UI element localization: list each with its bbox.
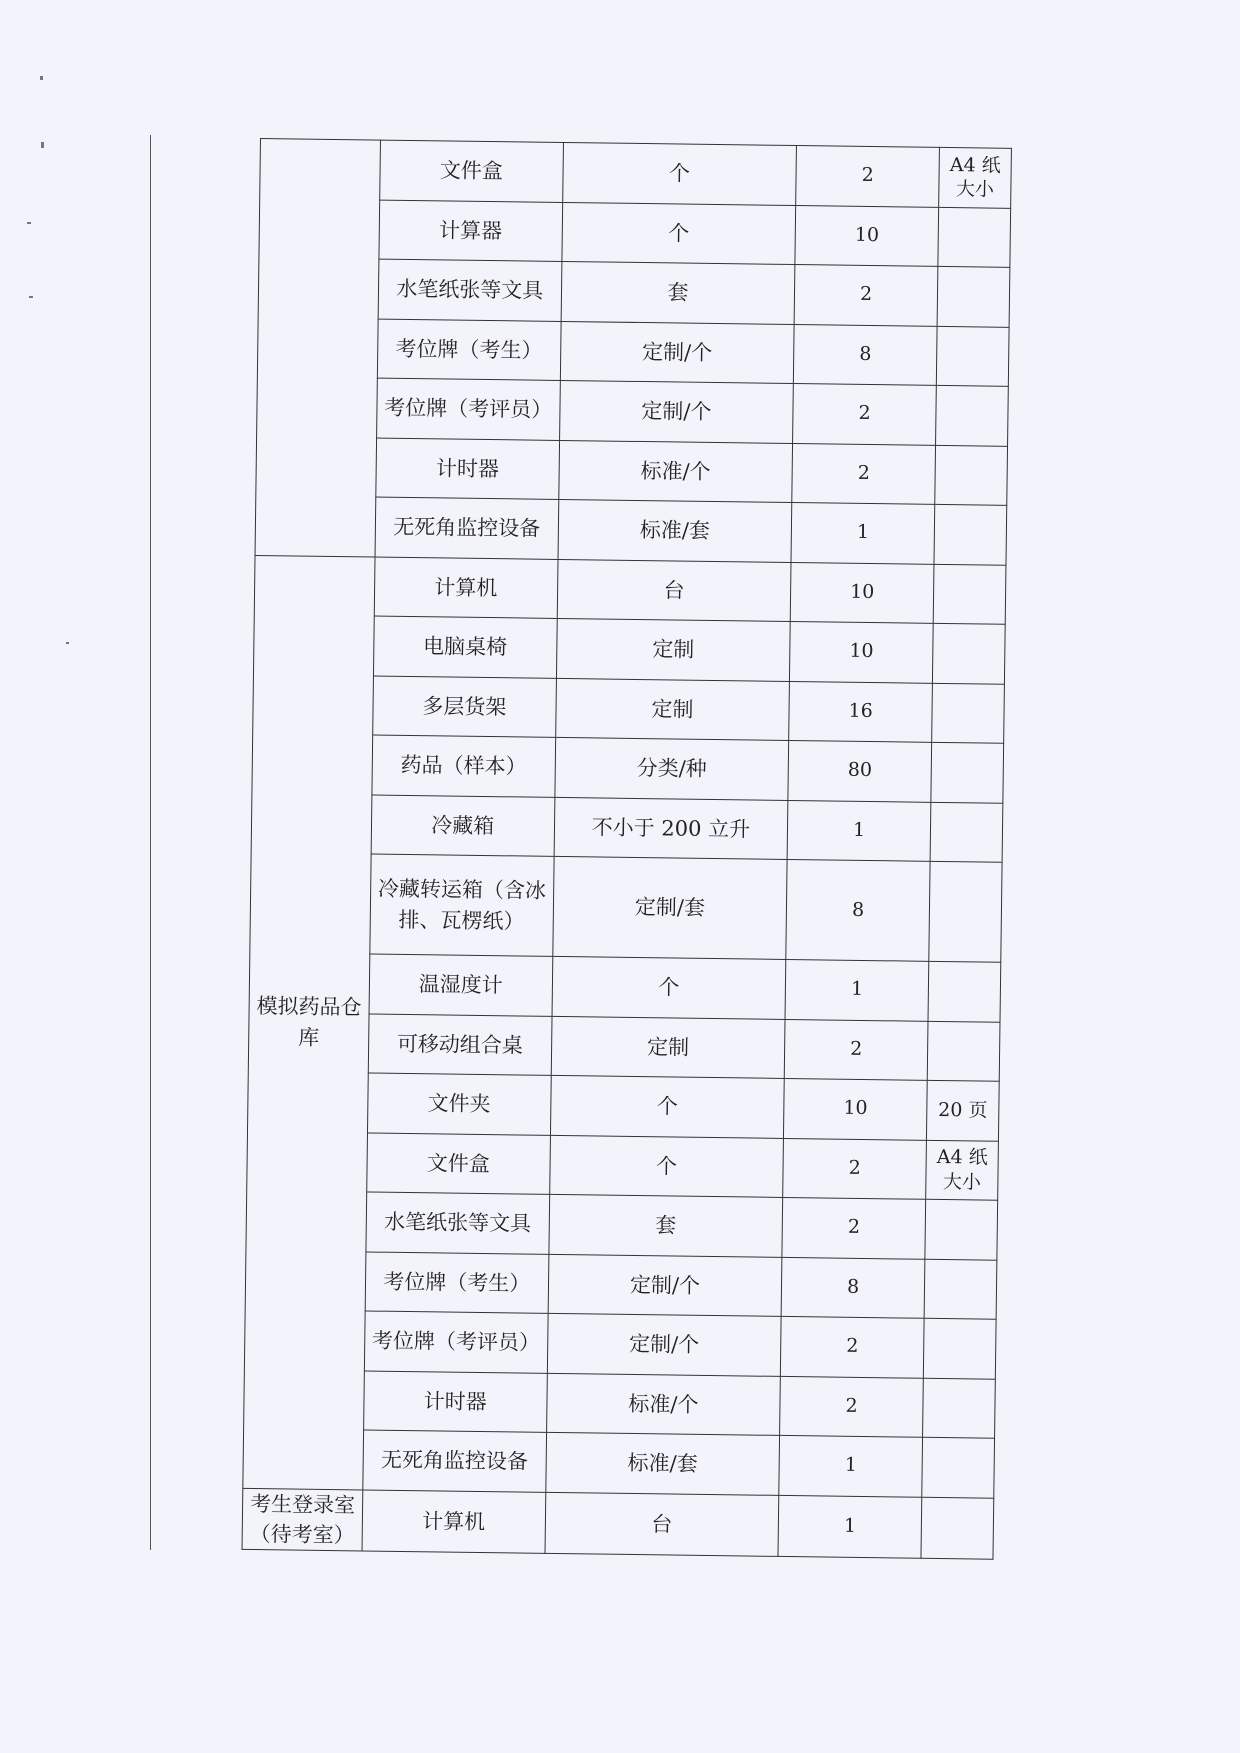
quantity-cell: 8 (781, 1257, 925, 1318)
spec-cell: 分类/种 (555, 737, 789, 800)
note-cell (934, 504, 1007, 564)
scan-speck (41, 142, 44, 148)
note-cell (935, 445, 1008, 505)
item-name-cell: 多层货架 (373, 676, 557, 738)
note-cell (930, 802, 1003, 862)
item-name-cell: 冷藏箱 (371, 795, 555, 857)
quantity-cell: 16 (789, 681, 933, 742)
item-name-cell: 电脑桌椅 (373, 616, 557, 678)
spec-cell: 不小于 200 立升 (554, 797, 788, 860)
spec-cell: 个 (562, 142, 796, 205)
note-cell (929, 861, 1002, 962)
table-row (254, 555, 1006, 624)
item-name-cell: 可移动组合桌 (368, 1014, 552, 1076)
quantity-cell: 1 (791, 502, 935, 563)
quantity-cell: 8 (786, 859, 930, 961)
quantity-cell: 2 (781, 1316, 925, 1377)
quantity-cell: 2 (785, 1019, 929, 1080)
item-name-cell: 无死角监控设备 (363, 1430, 547, 1492)
area-cell: 模拟药品仓库 (243, 555, 375, 1489)
item-name-cell: 水笔纸张等文具 (378, 259, 562, 321)
note-cell (924, 1259, 997, 1319)
spec-cell: 定制 (555, 678, 789, 741)
spec-cell: 标准/个 (558, 440, 792, 503)
quantity-cell: 1 (785, 959, 929, 1020)
scan-speck (40, 76, 43, 80)
item-name-cell: 药品（样本） (372, 735, 556, 797)
table-row (260, 139, 1012, 208)
quantity-cell: 8 (794, 324, 938, 385)
spec-cell: 定制/个 (560, 321, 794, 384)
spec-cell: 标准/套 (558, 499, 792, 562)
quantity-cell: 1 (787, 800, 931, 861)
item-name-cell: 冷藏转运箱（含冰排、瓦楞纸） (370, 854, 554, 956)
spec-cell: 标准/套 (545, 1432, 779, 1495)
item-name-cell: 考位牌（考生） (377, 319, 561, 381)
spec-cell: 定制/套 (552, 856, 787, 959)
spec-cell: 个 (550, 1075, 784, 1138)
equipment-table (242, 138, 1012, 1560)
scan-speck (29, 296, 33, 298)
note-cell (931, 742, 1004, 802)
note-cell: 20 页 (926, 1080, 999, 1140)
note-cell (921, 1497, 994, 1560)
quantity-cell: 10 (784, 1078, 928, 1139)
item-name-cell: 考位牌（考评员） (376, 378, 560, 440)
quantity-cell: 10 (790, 562, 934, 623)
spec-cell: 个 (549, 1135, 783, 1198)
item-name-cell: 计算器 (379, 200, 563, 262)
scan-speck (66, 642, 69, 644)
item-name-cell: 水笔纸张等文具 (366, 1192, 550, 1254)
item-name-cell: 文件夹 (367, 1073, 551, 1135)
item-name-cell: 无死角监控设备 (375, 497, 559, 559)
spec-cell: 定制/个 (547, 1313, 781, 1376)
item-name-cell: 计算机 (374, 557, 558, 619)
item-name-cell: 考位牌（考评员） (364, 1311, 548, 1373)
binding-margin-line (150, 135, 151, 1550)
note-cell (923, 1318, 996, 1378)
spec-cell: 台 (557, 559, 791, 622)
quantity-cell: 1 (779, 1435, 923, 1496)
spec-cell: 标准/个 (546, 1373, 780, 1436)
note-cell (923, 1378, 996, 1438)
item-name-cell: 计时器 (363, 1370, 547, 1432)
note-cell (936, 326, 1009, 386)
quantity-cell: 2 (794, 265, 938, 326)
quantity-cell: 2 (796, 146, 940, 207)
note-cell (938, 207, 1011, 267)
note-cell (932, 623, 1005, 683)
quantity-cell: 2 (782, 1197, 926, 1258)
spec-cell: 定制/个 (559, 380, 793, 443)
quantity-cell: 2 (783, 1138, 927, 1199)
table-row (242, 1488, 994, 1560)
note-cell (925, 1199, 998, 1259)
note-cell (922, 1437, 995, 1497)
item-name-cell: 温湿度计 (369, 954, 553, 1016)
spec-cell: 定制 (556, 618, 790, 681)
note-cell (936, 385, 1009, 445)
note-cell (932, 683, 1005, 743)
spec-cell: 套 (549, 1194, 783, 1257)
note-cell (933, 564, 1006, 624)
area-cell: 考生登录室（待考室） (242, 1488, 363, 1551)
scan-speck (27, 222, 31, 224)
area-cell (255, 139, 380, 557)
spec-cell: 个 (552, 956, 786, 1019)
item-name-cell: 计时器 (376, 438, 560, 500)
quantity-cell: 80 (788, 740, 932, 801)
quantity-cell: 10 (790, 621, 934, 682)
spec-cell: 定制/个 (548, 1254, 782, 1317)
quantity-cell: 1 (778, 1495, 922, 1559)
item-name-cell: 考位牌（考生） (365, 1251, 549, 1313)
note-cell (928, 961, 1001, 1021)
quantity-cell: 2 (780, 1376, 924, 1437)
item-name-cell: 计算机 (362, 1489, 546, 1553)
quantity-cell: 2 (793, 384, 937, 445)
note-cell: A4 纸大小 (926, 1140, 999, 1200)
item-name-cell: 文件盒 (367, 1132, 551, 1194)
note-cell (937, 266, 1010, 326)
item-name-cell: 文件盒 (380, 140, 564, 202)
spec-cell: 定制 (551, 1016, 785, 1079)
spec-cell: 个 (562, 202, 796, 265)
quantity-cell: 2 (792, 443, 936, 504)
equipment-table-body (242, 139, 1011, 1560)
quantity-cell: 10 (795, 205, 939, 266)
note-cell (927, 1021, 1000, 1081)
note-cell: A4 纸大小 (939, 147, 1012, 207)
spec-cell: 套 (561, 261, 795, 324)
spec-cell: 台 (545, 1492, 779, 1557)
